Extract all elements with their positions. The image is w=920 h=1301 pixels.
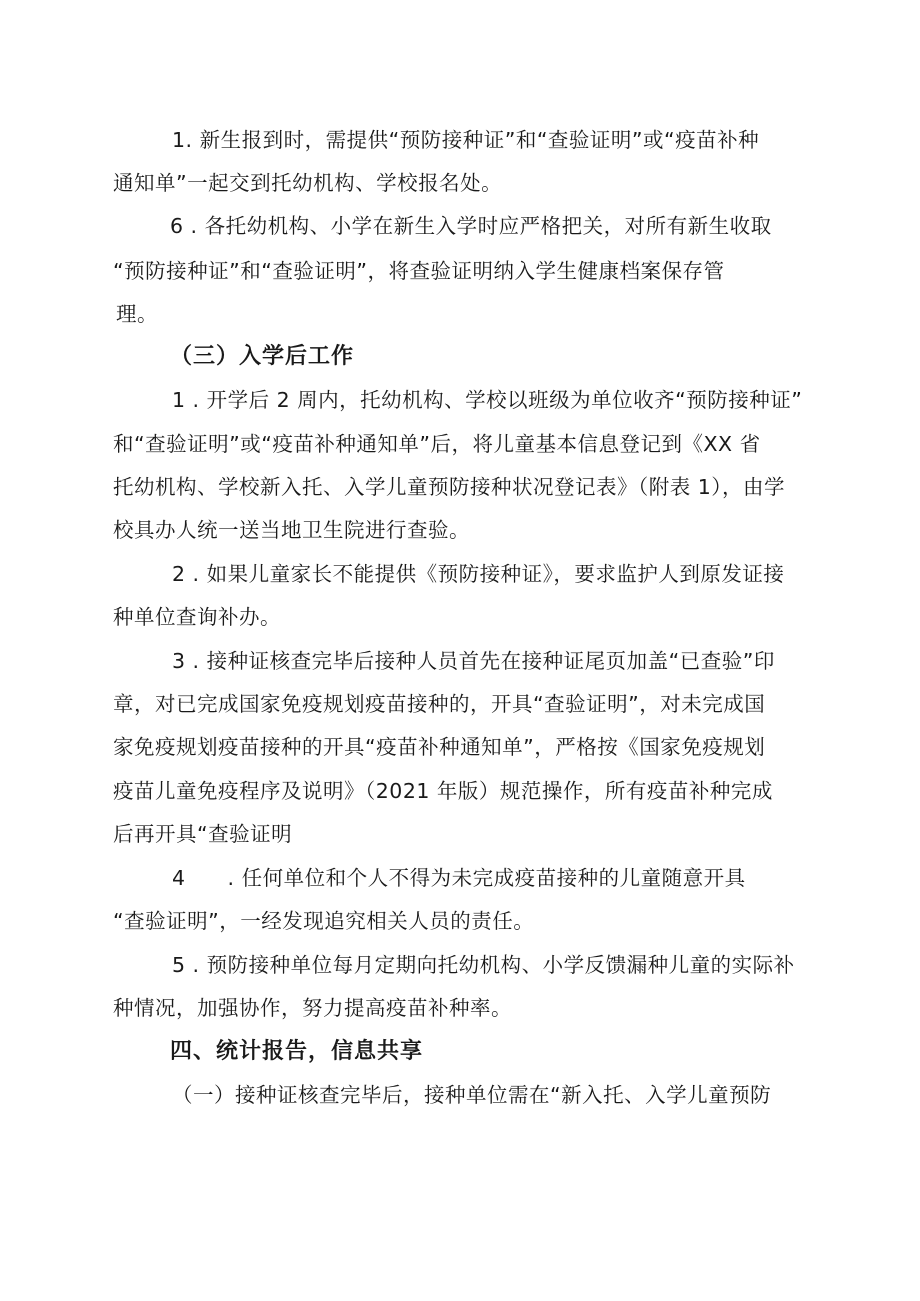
paragraph-line: “预防接种证”和“查验证明”，将查验证明纳入学生健康档案保存管 [113,259,725,283]
paragraph-line: 4 . 任何单位和个人不得为未完成疫苗接种的儿童随意开具 [172,866,746,890]
paragraph-line: 托幼机构、学校新入托、入学儿童预防接种状况登记表》（附表 1），由学 [113,475,786,499]
paragraph-line: 1. 新生报到时，需提供“预防接种证”和“查验证明”或“疫苗补种 [172,128,760,152]
paragraph-line: （一）接种证核查完毕后，接种单位需在“新入托、入学儿童预防 [172,1083,772,1107]
paragraph-line: 种单位查询补办。 [113,605,281,629]
paragraph-line: 5 . 预防接种单位每月定期向托幼机构、小学反馈漏种儿童的实际补 [172,953,795,977]
paragraph-line: 校具办人统一送当地卫生院进行查验。 [113,518,470,542]
section-heading: （三）入学后工作 [170,344,355,369]
paragraph-line: 章，对已完成国家免疫规划疫苗接种的，开具“查验证明”，对未完成国 [113,692,766,716]
paragraph-line: 疫苗儿童免疫程序及说明》（2021 年版）规范操作，所有疫苗补种完成 [113,779,773,803]
paragraph-line: 1 . 开学后 2 周内，托幼机构、学校以班级为单位收齐“预防接种证” [172,388,803,412]
paragraph-line: 6 . 各托幼机构、小学在新生入学时应严格把关，对所有新生收取 [170,214,772,238]
paragraph-line: 2 . 如果儿童家长不能提供《预防接种证》，要求监护人到原发证接 [172,562,785,586]
paragraph-line: 后再开具“查验证明 [113,822,293,846]
paragraph-line: 家免疫规划疫苗接种的开具“疫苗补种通知单”，严格按《国家免疫规划 [113,735,766,759]
section-heading: 四、统计报告，信息共享 [170,1039,424,1064]
paragraph-line: 3 . 接种证核查完毕后接种人员首先在接种证尾页加盖“已查验”印 [172,649,775,673]
paragraph-line: 理。 [116,302,158,326]
paragraph-line: 种情况，加强协作，努力提高疫苗补种率。 [113,996,512,1020]
paragraph-line: “查验证明”，一经发现追究相关人员的责任。 [113,909,535,933]
paragraph-line: 和“查验证明”或“疫苗补种通知单”后，将儿童基本信息登记到《XX 省 [113,432,761,456]
paragraph-line: 通知单”一起交到托幼机构、学校报名处。 [113,171,503,195]
